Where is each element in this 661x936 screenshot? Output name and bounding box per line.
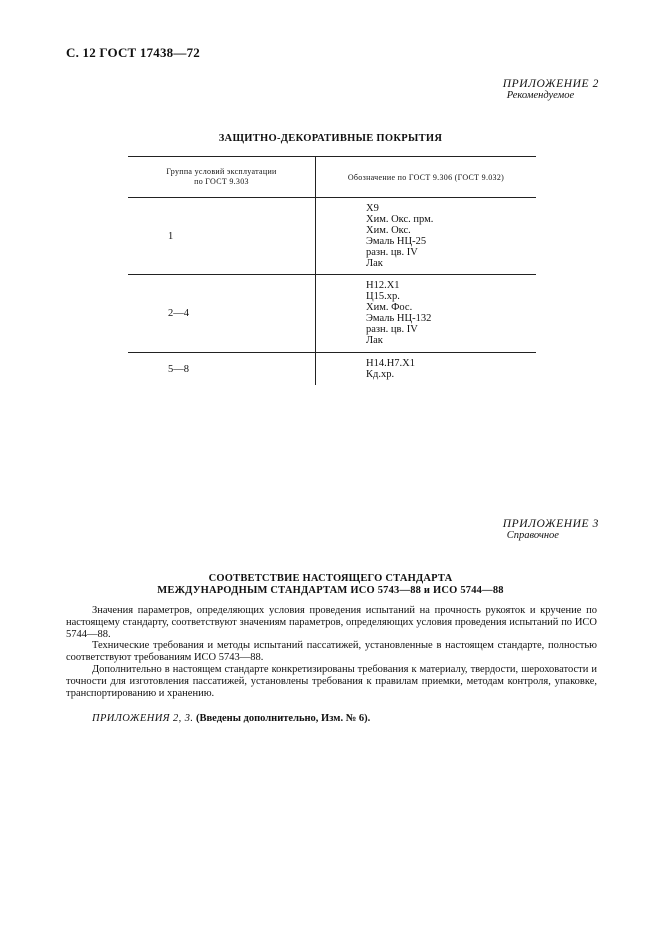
table-row	[128, 198, 536, 275]
table-header-group-line1: Группа условий эксплуатации	[166, 167, 277, 176]
table-row	[128, 353, 536, 385]
table-cell-designations	[316, 198, 536, 274]
paragraph: Дополнительно в настоящем стандарте конкретизированы требования к материалу, твердости, шероховатости и точности для изготовления пассатижей, установлены требования к правилам приемки, методам контроля, упаковке, транспортированию и хранению.	[66, 663, 597, 699]
amendment-note-appendices: ПРИЛОЖЕНИЯ 2, 3.	[92, 713, 194, 724]
paragraph: Технические требования и методы испытаний пассатижей, установленные в настоящем стандарте, полностью соответствуют требованиям ИСО 5743—88.	[66, 640, 597, 664]
table-cell-group: 1	[128, 198, 316, 274]
body-text	[66, 605, 597, 699]
section-title-line1: СООТВЕТСТВИЕ НАСТОЯЩЕГО СТАНДАРТА	[208, 573, 453, 584]
appendix-2-label	[503, 78, 599, 101]
section-title	[0, 573, 661, 597]
paragraph: Значения параметров, определяющих условия проведения испытаний на прочность рукояток и кручение по настоящему стандарту, соответствуют значениям параметров, определяющих условия проведения испытаний по ИСО 5744—88.	[66, 605, 597, 640]
designation-line: Х9	[366, 203, 379, 214]
table-cell-designations	[316, 353, 536, 385]
table-cell-designations	[316, 275, 536, 352]
table-header-row	[128, 157, 536, 198]
designation-line: Н14.Н7.Х1	[366, 358, 415, 369]
designation-line: Н12.Х1	[366, 280, 400, 291]
appendix-2-title: ПРИЛОЖЕНИЕ 2	[502, 78, 599, 90]
designation-line: Лак	[366, 258, 383, 269]
table-header-group-line2: по ГОСТ 9.303	[194, 177, 249, 186]
designation-line: Кд.хр.	[366, 369, 395, 380]
table-cell-group: 5—8	[128, 353, 316, 385]
appendix-3-label	[503, 518, 599, 541]
designation-line: Хим. Окс.	[366, 225, 411, 236]
designation-line: разн. цв. IV	[366, 247, 418, 258]
appendix-3-subtitle: Справочное	[506, 530, 559, 541]
table-header-designation: Обозначение по ГОСТ 9.306 (ГОСТ 9.032)	[347, 172, 505, 182]
designation-line: Хим. Фос.	[366, 302, 413, 313]
designation-line: Лак	[366, 335, 383, 346]
designation-line: разн. цв. IV	[366, 324, 418, 335]
appendix-2-subtitle: Рекомендуемое	[506, 90, 575, 101]
designation-line: Хим. Окс. прм.	[366, 214, 434, 225]
amendment-note-text: (Введены дополнительно, Изм. № 6).	[196, 713, 371, 724]
section-title-line2: МЕЖДУНАРОДНЫМ СТАНДАРТАМ ИСО 5743—88 и ИСО 5744—88	[157, 585, 504, 596]
page-header: С. 12 ГОСТ 17438—72	[66, 45, 200, 60]
coatings-table	[128, 156, 536, 385]
designation-line: Ц15.хр.	[366, 291, 400, 302]
table-header-group	[128, 157, 316, 197]
designation-line: Эмаль НЦ-132	[366, 313, 432, 324]
table-row	[128, 275, 536, 353]
table-title: ЗАЩИТНО-ДЕКОРАТИВНЫЕ ПОКРЫТИЯ	[218, 133, 443, 144]
designation-line: Эмаль НЦ-25	[366, 236, 427, 247]
amendment-note	[92, 713, 370, 724]
table-cell-group: 2—4	[128, 275, 316, 352]
appendix-3-title: ПРИЛОЖЕНИЕ 3	[502, 518, 599, 530]
